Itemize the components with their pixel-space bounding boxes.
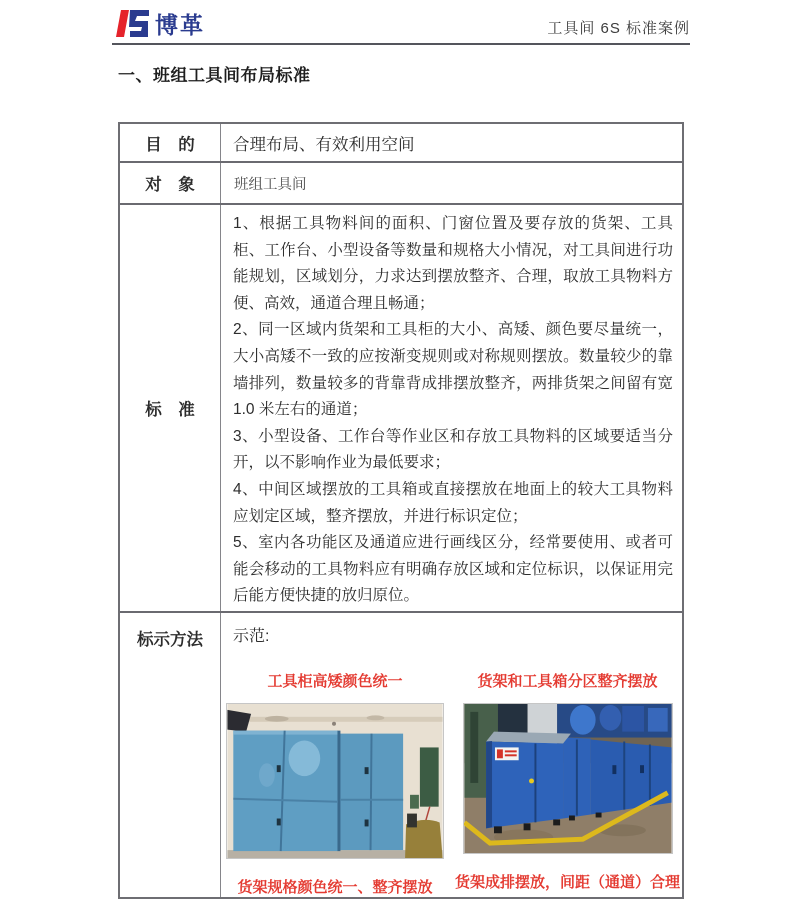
- standard-item-5: 5、室内各功能区及通道应进行画线区分，经常要使用、或者可能会移动的工具物料应有明确存放区域和定位标识，以保证用完后能方便快捷的放归原位。: [233, 534, 673, 605]
- standard-item-4: 4、中间区域摆放的工具箱或直接摆放在地面上的较大工具物料应划定区域，整齐摆放，并进行标识定位；: [233, 480, 673, 525]
- boge-logo-icon: [115, 8, 150, 39]
- section-title: 一、班组工具间布局标准: [118, 66, 311, 85]
- photo-block-shelves: [455, 670, 680, 892]
- table-row-standard: [120, 205, 682, 613]
- table-row-purpose: [120, 124, 682, 163]
- method-cell: [221, 613, 682, 897]
- caption-shelves-top: 货架和工具箱分区整齐摆放: [477, 673, 658, 690]
- standard-items: [221, 205, 682, 611]
- photos-row: [221, 670, 682, 897]
- method-label: 标示方法: [120, 613, 221, 897]
- purpose-value: 合理布局、有效利用空间: [233, 135, 415, 154]
- photo-blue-shelves-image: [463, 703, 673, 854]
- document-tag: 工具间 6S 标准案例: [547, 20, 690, 37]
- caption-cabinet-bottom: 货架规格颜色统一、整齐摆放: [237, 879, 433, 896]
- light-blue-cabinets: [233, 731, 403, 851]
- header-divider: [112, 43, 690, 45]
- logo-text: 博革: [155, 12, 205, 38]
- boge-logo: [115, 7, 205, 40]
- object-value: 班组工具间: [234, 176, 307, 193]
- demo-label: 示范:: [233, 628, 270, 645]
- caption-cabinet-top: 工具柜高矮颜色统一: [267, 673, 403, 690]
- purpose-label: 目 的: [120, 124, 221, 161]
- standard-item-2: 2、同一区域内货架和工具柜的大小、高矮、颜色要尽量统一，大小高矮不一致的应按渐变规则或对称规则摆放。数量较少的靠墙排列，数量较多的背靠背成排摆放整齐，两排货架之间留有宽1.0 米左右的通道；: [233, 321, 673, 419]
- standard-label: 标 准: [120, 205, 221, 611]
- caption-shelves-bottom: 货架成排摆放，间距（通道）合理: [455, 874, 681, 891]
- object-label: 对 象: [120, 163, 221, 203]
- standard-item-1: 1、根据工具物料间的面积、门窗位置及要存放的货架、工具柜、工作台、小型设备等数量和规格大小情况，对工具间进行功能规划，区域划分，力求达到摆放整齐、合理，取放工具物料方便、高效，通道合理且畅通；: [233, 215, 673, 312]
- standard-item-3: 3、小型设备、工作台等作业区和存放工具物料的区域要适当分开，以不影响作业为最低要求；: [233, 427, 673, 472]
- table-row-object: [120, 163, 682, 205]
- table-row-method: [120, 613, 682, 897]
- spec-table: [118, 122, 684, 899]
- photo-block-cabinets: [226, 670, 444, 897]
- photo-tool-cabinets-image: [226, 703, 444, 859]
